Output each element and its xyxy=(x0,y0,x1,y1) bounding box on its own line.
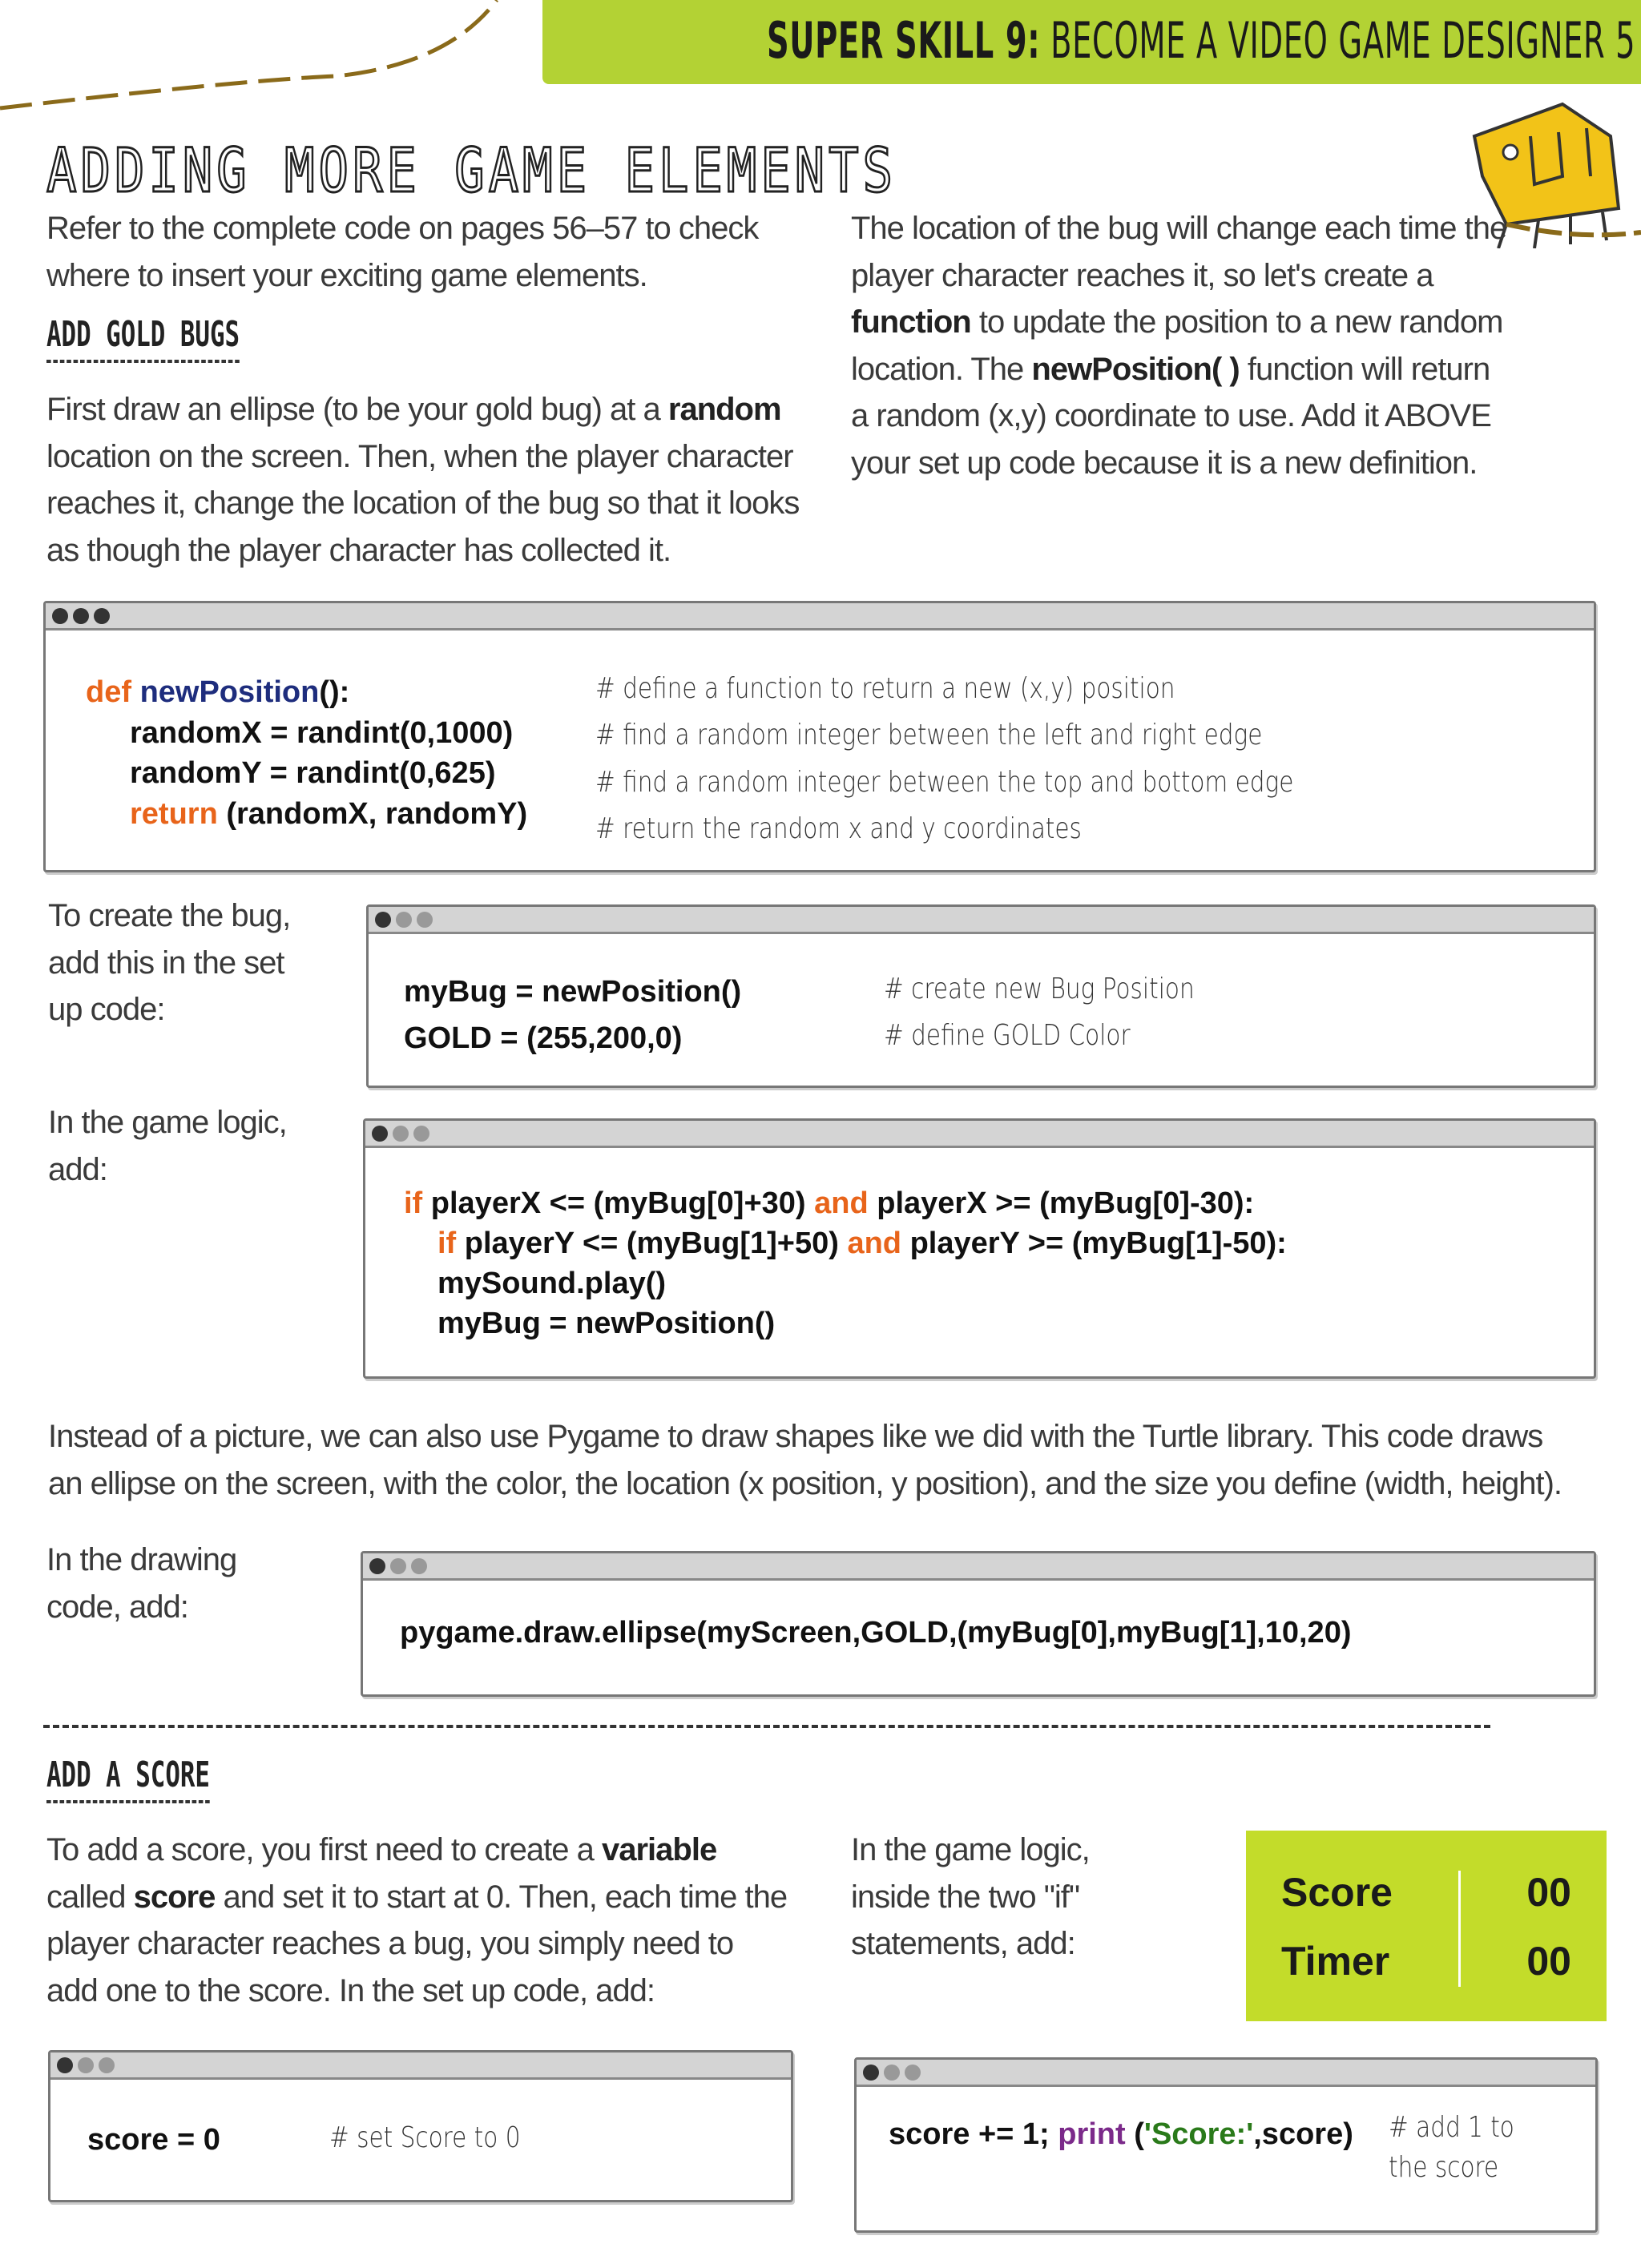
code-window-score-setup xyxy=(48,2050,793,2202)
chapter-number: SUPER SKILL 9: xyxy=(767,11,1041,70)
window-dot-icon xyxy=(375,912,391,928)
window-titlebar xyxy=(365,1121,1594,1148)
score-display-panel xyxy=(1246,1831,1607,2021)
code-comment: # find a random integer between the top and bottom edge xyxy=(595,766,1294,799)
window-titlebar xyxy=(50,2052,791,2080)
function-paragraph: The location of the bug will change each time the player character reaches it, so let's create a function to update the position to a new random location. The newPosition( ) function will return a random (x,y) coordinate to use. Add it ABOVE your set up code because it is a new definition. xyxy=(851,211,1507,481)
code-window-setup xyxy=(366,904,1596,1088)
window-dot-icon xyxy=(393,1126,409,1142)
page-title: ADDING MORE GAME ELEMENTS xyxy=(46,135,897,206)
code-window-score-logic xyxy=(854,2057,1598,2233)
code-line: randomY = randint(0,625) xyxy=(130,756,496,790)
score-paragraph: To add a score, you first need to create a variable called score and set it to start at 0. Then, each time the player character reaches a bug, you simply need to add one to the score. In the set up code, add: xyxy=(46,1832,788,2008)
score-label: Score xyxy=(1281,1870,1393,1915)
page-number: 5 xyxy=(1615,11,1636,70)
code-line: mySound.play() xyxy=(437,1267,667,1300)
window-titlebar xyxy=(46,603,1594,630)
code-line: score = 0 xyxy=(87,2123,220,2157)
score-value: 00 xyxy=(1526,1870,1571,1915)
code-comment: # add 1 to xyxy=(1389,2111,1514,2144)
window-dot-icon xyxy=(905,2065,921,2081)
window-dot-icon xyxy=(390,1558,406,1574)
code-comment: # define GOLD Color xyxy=(884,1019,1131,1052)
gold-bugs-paragraph: First draw an ellipse (to be your gold bug) at a random location on the screen. Then, when the player character reaches it, change the location of the bug so that it looks as though the player character has collected it. xyxy=(46,392,800,568)
code-comment: the score xyxy=(1389,2151,1499,2184)
window-dot-icon xyxy=(413,1126,429,1142)
section-divider xyxy=(43,1725,1490,1728)
timer-value: 00 xyxy=(1526,1939,1571,1984)
code-line: pygame.draw.ellipse(myScreen,GOLD,(myBug[0],myBug[1],10,20) xyxy=(400,1616,1352,1650)
window-dot-icon xyxy=(396,912,412,928)
window-titlebar xyxy=(363,1553,1594,1581)
window-dot-icon xyxy=(52,608,68,624)
code-line: if playerX <= (myBug[0]+30) and playerX >= (myBug[0]-30): xyxy=(404,1186,1255,1220)
timer-label: Timer xyxy=(1281,1939,1390,1984)
code-line: score += 1; print ('Score:',score) xyxy=(889,2117,1353,2151)
dashed-path-decoration xyxy=(0,0,513,120)
code-line: GOLD = (255,200,0) xyxy=(404,1021,683,1055)
intro-text: Refer to the complete code on pages 56–57 to check where to insert your exciting game elements. xyxy=(46,211,759,293)
code-comment: # return the random x and y coordinates xyxy=(595,812,1082,845)
code-comment: # find a random integer between the left and right edge xyxy=(595,719,1263,751)
window-titlebar xyxy=(857,2060,1595,2087)
code-comment: # define a function to return a new (x,y) position xyxy=(595,672,1175,705)
window-dot-icon xyxy=(73,608,89,624)
code-line: myBug = newPosition() xyxy=(437,1307,776,1340)
chapter-header xyxy=(542,0,1641,84)
shapes-paragraph: Instead of a picture, we can also use Pygame to draw shapes like we did with the Turtle library. This code draws an ellipse on the screen, with the color, the location (x position, y position), and the size you define (width, height). xyxy=(48,1419,1562,1501)
window-dot-icon xyxy=(411,1558,427,1574)
window-dot-icon xyxy=(78,2057,94,2073)
code-line: return (randomX, randomY) xyxy=(130,797,528,831)
window-dot-icon xyxy=(372,1126,388,1142)
code-line: myBug = newPosition() xyxy=(404,975,742,1009)
window-dot-icon xyxy=(417,912,433,928)
window-dot-icon xyxy=(369,1558,385,1574)
code-line: randomX = randint(0,1000) xyxy=(130,716,514,750)
window-dot-icon xyxy=(94,608,110,624)
code-window-newposition xyxy=(43,601,1596,872)
code-comment: # set Score to 0 xyxy=(329,2121,521,2154)
code-line: def newPosition(): xyxy=(86,675,350,709)
window-dot-icon xyxy=(99,2057,115,2073)
code-comment: # create new Bug Position xyxy=(884,973,1195,1005)
setup-label: To create the bug, add this in the set up code: xyxy=(48,898,291,1027)
score-logic-label: In the game logic, inside the two "if" statements, add: xyxy=(851,1832,1090,1961)
drawing-label: In the drawing code, add: xyxy=(46,1542,237,1625)
code-line: if playerY <= (myBug[1]+50) and playerY >= (myBug[1]-50): xyxy=(437,1227,1287,1260)
panel-divider xyxy=(1458,1871,1461,1987)
window-dot-icon xyxy=(863,2065,879,2081)
add-gold-bugs-heading: ADD GOLD BUGS xyxy=(46,314,240,363)
chapter-title: BECOME A VIDEO GAME DESIGNER xyxy=(1040,11,1606,70)
code-window-logic xyxy=(363,1118,1596,1379)
window-titlebar xyxy=(369,907,1594,934)
window-dot-icon xyxy=(57,2057,73,2073)
add-score-heading: ADD A SCORE xyxy=(46,1754,210,1803)
logic-label: In the game logic, add: xyxy=(48,1105,287,1187)
code-window-drawing xyxy=(361,1551,1596,1697)
window-dot-icon xyxy=(884,2065,900,2081)
